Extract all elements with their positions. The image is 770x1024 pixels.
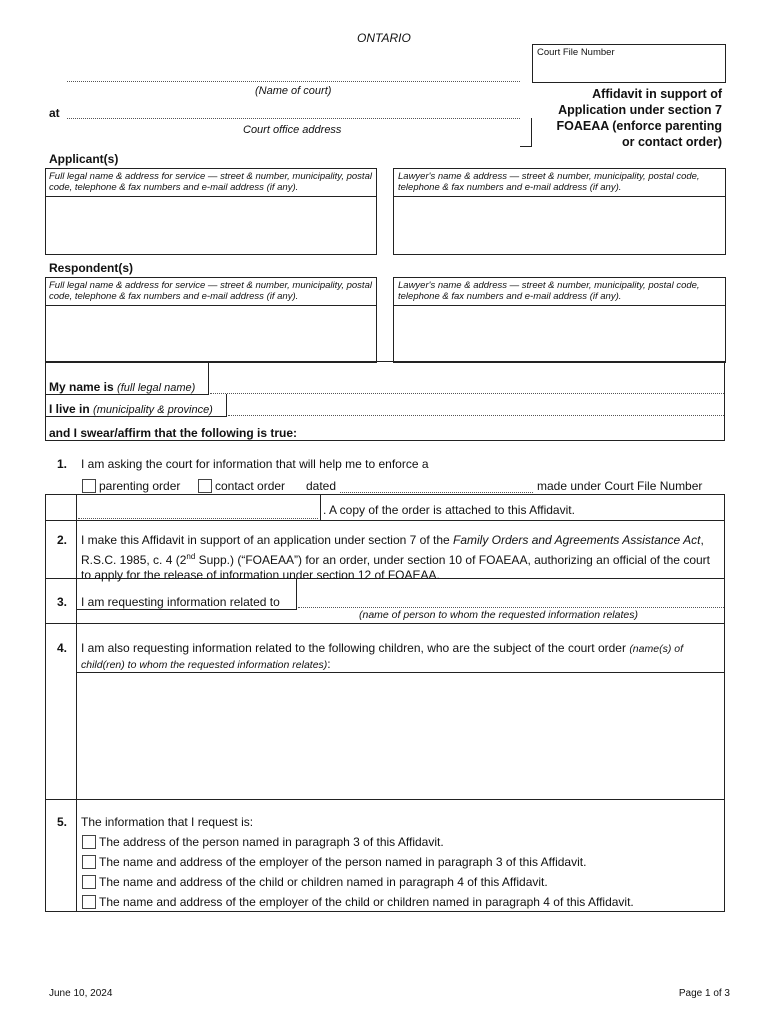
item-2-text-a: I make this Affidavit in support of an application under section 7 of the <box>81 533 450 547</box>
info-option-1-label: The address of the person named in paragraph 3 of this Affidavit. <box>99 835 444 849</box>
item-2-sup: nd <box>186 551 196 561</box>
parenting-order-checkbox[interactable] <box>82 479 96 493</box>
item-1-row-mid <box>76 494 77 521</box>
applicant-lawyer-box[interactable] <box>393 168 726 255</box>
item-5-left <box>45 799 46 911</box>
court-file-number-box[interactable] <box>532 44 726 83</box>
form-title-line-4: or contact order) <box>621 135 722 149</box>
item-2-text <box>81 533 721 584</box>
my-name-label-text: My name is <box>49 380 114 394</box>
court-file-number-label: Court File Number <box>537 47 615 58</box>
swear-line: and I swear/affirm that the following is true: <box>49 426 298 440</box>
form-title <box>530 86 722 150</box>
jurisdiction: ONTARIO <box>357 31 411 45</box>
court-office-address-field[interactable] <box>67 108 520 119</box>
applicants-heading: Applicant(s) <box>49 152 119 166</box>
item-3-right <box>724 578 725 623</box>
form-title-line-1: Affidavit in support of <box>592 87 722 101</box>
live-in-bottom <box>45 416 227 417</box>
item-1-row-left <box>45 494 46 521</box>
item-4-mid <box>76 623 77 800</box>
live-in-label-text: I live in <box>49 402 90 416</box>
my-name-field[interactable] <box>210 383 724 394</box>
item-1-row-top <box>45 494 725 495</box>
applicant-label-divider <box>46 196 376 197</box>
deponent-left-rule <box>45 361 46 440</box>
order-file-number-field[interactable] <box>78 508 318 519</box>
item-3-label-bottom <box>76 609 297 610</box>
item-3-field-divider <box>296 578 297 609</box>
children-names-field[interactable] <box>78 674 723 798</box>
live-in-hint: (municipality & province) <box>93 404 213 416</box>
item-3-left <box>45 578 46 623</box>
court-name-field[interactable] <box>67 71 520 82</box>
item-1-file-divider <box>320 494 321 521</box>
live-in-field[interactable] <box>228 405 724 416</box>
at-label: at <box>49 106 60 120</box>
item-3-hint: (name of person to whom the requested information relates) <box>359 609 638 621</box>
applicant-address-label: Full legal name & address for service — street & number, municipality, postal code, telephone & fax numbers and e-mail address (if any). <box>49 171 372 193</box>
item-4-text-bottom <box>76 672 725 673</box>
respondent-label-divider <box>46 305 376 306</box>
item-4-bottom <box>45 799 725 800</box>
respondents-heading: Respondent(s) <box>49 261 133 275</box>
title-bracket-side <box>531 118 532 146</box>
live-in-divider <box>226 394 227 416</box>
respondent-lawyer-divider <box>394 305 725 306</box>
footer-page: Page 1 of 3 <box>678 988 730 999</box>
contact-order-checkbox[interactable] <box>198 479 212 493</box>
item-2-right <box>724 520 725 578</box>
made-under-label: made under Court File Number <box>537 479 703 493</box>
my-name-hint: (full legal name) <box>117 382 196 394</box>
respondent-address-label: Full legal name & address for service — street & number, municipality, postal code, telephone & fax numbers and e-mail address (if any). <box>49 280 372 302</box>
item-2-left <box>45 520 46 578</box>
item-5-text: The information that I request is: <box>81 815 254 829</box>
parenting-order-label: parenting order <box>99 479 181 493</box>
item-4-right <box>724 623 725 800</box>
item-3-bottom <box>45 623 725 624</box>
item-2-number: 2. <box>56 533 67 547</box>
applicant-lawyer-divider <box>394 196 725 197</box>
applicant-lawyer-label: Lawyer's name & address — street & number, municipality, postal code, telephone & fax numbers and e-mail address (if any). <box>398 171 700 193</box>
item-1-row-bottom <box>45 520 725 521</box>
info-option-3-label: The name and address of the child or children named in paragraph 4 of this Affidavit. <box>99 875 548 889</box>
info-option-3-checkbox[interactable] <box>82 875 96 889</box>
item-2-bottom <box>45 578 725 579</box>
item-1-row-right <box>724 494 725 521</box>
item-3-mid <box>76 578 77 623</box>
respondent-address-box[interactable] <box>45 277 377 363</box>
deponent-top-rule <box>45 361 725 362</box>
court-office-address-hint: Court office address <box>243 124 342 136</box>
info-option-2-checkbox[interactable] <box>82 855 96 869</box>
title-bracket-bottom <box>520 146 532 147</box>
info-option-2-label: The name and address of the employer of the person named in paragraph 3 of this Affidavit. <box>99 855 587 869</box>
item-3-text: I am requesting information related to <box>81 595 280 609</box>
applicant-address-box[interactable] <box>45 168 377 255</box>
item-4-colon: : <box>327 657 331 671</box>
form-title-line-3: FOAEAA (enforce parenting <box>556 119 722 133</box>
contact-order-label: contact order <box>215 479 286 493</box>
item-5-number: 5. <box>56 815 67 829</box>
item-5-right <box>724 799 725 911</box>
live-in-label <box>49 402 213 417</box>
my-name-bottom <box>45 394 209 395</box>
respondent-lawyer-box[interactable] <box>393 277 726 363</box>
info-option-4-checkbox[interactable] <box>82 895 96 909</box>
footer-date: June 10, 2024 <box>49 988 113 999</box>
item-1-number: 1. <box>56 457 67 471</box>
item-5-bottom <box>45 911 725 912</box>
item-2-text-c: Supp.) (“FOAEAA”) for an order, under section 10 of FOAEAA, authorizing an official of the court to apply for the release of information under section 12 of FOAEAA. <box>81 552 710 582</box>
item-4-left <box>45 623 46 800</box>
court-name-hint: (Name of court) <box>255 85 332 97</box>
my-name-divider <box>208 361 209 394</box>
item-5-mid <box>76 799 77 911</box>
item-3-number: 3. <box>56 595 67 609</box>
info-option-1-checkbox[interactable] <box>82 835 96 849</box>
item-2-mid <box>76 520 77 578</box>
form-title-line-2: Application under section 7 <box>558 103 722 117</box>
deponent-right-rule <box>724 361 725 440</box>
item-2-text-b: , R.S.C. 1985, c. 4 (2 <box>81 533 704 567</box>
info-option-4-label: The name and address of the employer of the child or children named in paragraph 4 of this Affidavit. <box>99 895 634 909</box>
item-4-text <box>81 641 723 673</box>
item-2-act-name: Family Orders and Agreements Assistance Act <box>453 533 701 547</box>
item-1-text: I am asking the court for information that will help me to enforce a <box>81 457 429 471</box>
respondent-lawyer-label: Lawyer's name & address — street & number, municipality, postal code, telephone & fax numbers and e-mail address (if any). <box>398 280 700 302</box>
person-name-field[interactable] <box>298 597 724 608</box>
order-date-field[interactable] <box>340 482 533 493</box>
item-4-hint: (name(s) of child(ren) to whom the requested information relates) <box>81 643 683 671</box>
deponent-bottom-rule <box>45 440 725 441</box>
copy-attached-text: . A copy of the order is attached to this Affidavit. <box>323 503 575 517</box>
item-4-main-text: I am also requesting information related to the following children, who are the subject of the court order <box>81 641 626 655</box>
item-4-number: 4. <box>56 641 67 655</box>
my-name-label <box>49 380 195 395</box>
dated-label: dated <box>306 479 337 493</box>
